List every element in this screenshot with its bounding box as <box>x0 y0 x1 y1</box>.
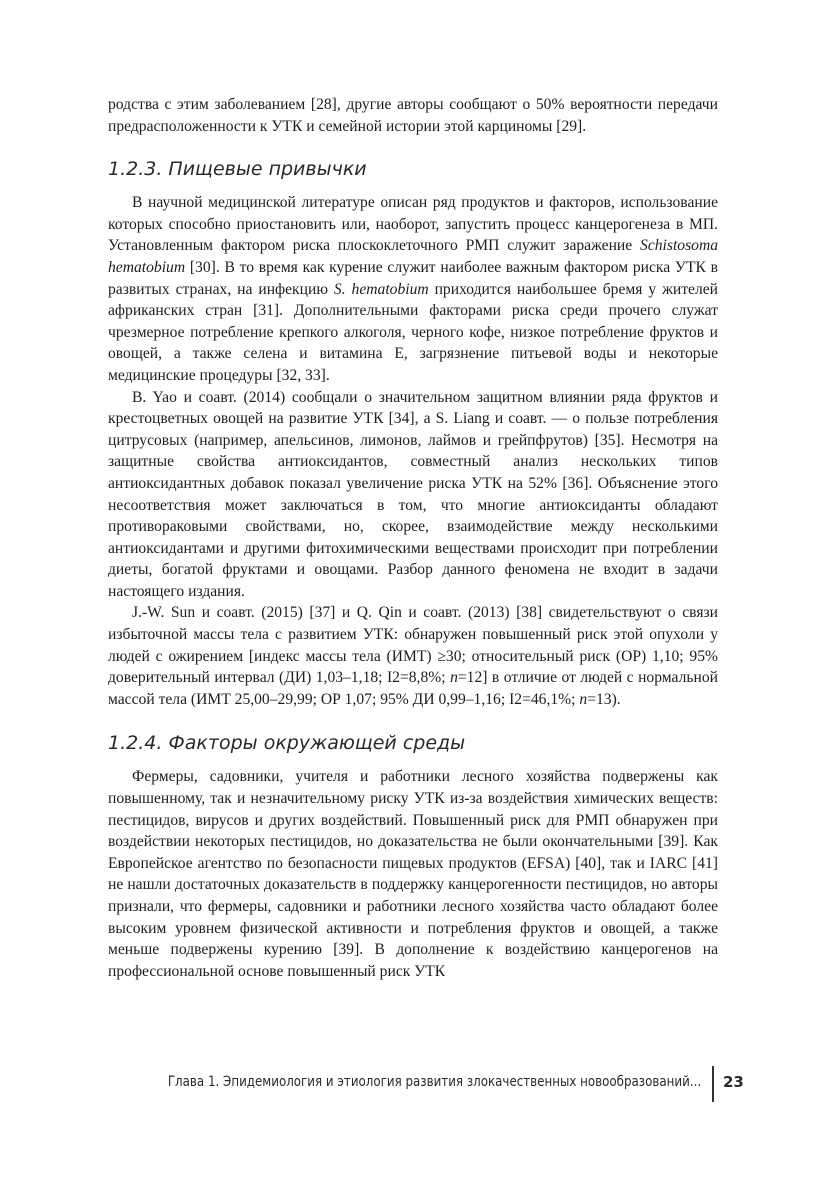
section-heading-diet: 1.2.3. Пищевые привычки <box>108 158 367 181</box>
footer-divider <box>712 1066 714 1102</box>
text-run: =12] в отличие от людей с нормальной массой тела (ИМТ 25,00–29,99; ОР 1,07; 95% ДИ 0,99–1,16; I2=46,1%; <box>108 669 718 708</box>
running-title: Глава 1. Эпидемиология и этиология развития злокачественных новообразований... <box>167 1074 701 1090</box>
environment-paragraph-1: Фермеры, садовники, учителя и работники лесного хозяйства подвержены как повышенному, так и незначительному риску УТК из-за воздействия химических веществ: пестицидов, вирусов и других воздействий. Повышенный риск для РМП обнаружен при воздействии некоторых пестицидов, но доказательства не были окончательными [39]. Как Европейское агентство по безопасности пищевых продуктов (EFSA) [40], так и IARC [41] не нашли достаточных доказательств в поддержку канцерогенности пестицидов, но авторы признали, что фермеры, садовники и работники лесного хозяйства часто обладают более высоким уровнем физической активности и потребления фруктов и овощей, а также меньше подвержены курению [39]. В дополнение к воздействию канцерогенов на профессиональной основе повышенный риск УТК <box>108 768 718 980</box>
text-run: [30]. В то время как курение служит наиболее важным фактором риска УТК в развитых странах, на инфекцию <box>108 258 718 298</box>
text-column <box>108 94 718 982</box>
page-footer <box>0 1066 837 1106</box>
text-run: =13). <box>587 690 621 708</box>
italic-species-name: S. hematobium <box>333 280 429 298</box>
text-run: приходится наибольшее бремя у жителей африканских стран [31]. Дополнительными факторами риска среди прочего служат чрезмерное потребление крепкого алкоголя, черного кофе, низкое потребление фруктов и овощей, а также селена и витамина Е, загрязнение питьевой воды и некоторые медицинские процедуры [32, 33]. <box>108 280 719 384</box>
diet-paragraph-1 <box>108 192 718 386</box>
text-run: В научной медицинской литературе описан ряд продуктов и факторов, использование которых способно приостановить или, наоборот, запустить процесс канцерогенеза в МП. Установленным фактором риска плоскоклеточного РМП служит заражение <box>108 194 718 255</box>
italic-species-name: Schistosoma hematobium <box>108 237 718 276</box>
diet-paragraph-3 <box>108 602 718 710</box>
diet-paragraph-2: B. Yao и соавт. (2014) сообщали о значительном защитном влиянии ряда фруктов и крестоцветных овощей на развитие УТК [34], а S. Liang и соавт. — о пользе потребления цитрусовых (например, апельсинов, лимонов, лаймов и грейпфрутов) [35]. Несмотря на защитные свойства антиоксидантов, совместный анализ нескольких типов антиоксидантных добавок показал увеличение риска УТК на 52% [36]. Объяснение этого несоответствия может заключаться в том, что многие антиоксиданты обладают противораковыми свойствами, но, скорее, взаимодействие между несколькими антиоксидантами и другими фитохимическими веществами происходит при потреблении диеты, богатой фруктами и овощами. Разбор данного феномена не входит в задачи настоящего издания. <box>108 388 718 600</box>
page-number: 23 <box>723 1073 744 1091</box>
section-heading-environment: 1.2.4. Факторы окружающей среды <box>108 732 466 755</box>
intro-paragraph: родства с этим заболеванием [28], другие авторы сообщают о 50% вероятности передачи предрасположенности к УТК и семейной истории этой карциномы [29]. <box>108 96 718 135</box>
italic-n: n <box>579 690 588 708</box>
italic-n: n <box>450 669 458 687</box>
text-run: J.-W. Sun и соавт. (2015) [37] и Q. Qin и соавт. (2013) [38] свидетельствуют о связи избыточной массы тела с развитием УТК: обнаружен повышенный риск этой опухоли у людей с ожирением [индекс массы тела (ИМТ) ≥30; относительный риск (ОР) 1,10; 95% доверительный интервал (ДИ) 1,03–1,18; I2=8,8%; <box>108 604 718 687</box>
